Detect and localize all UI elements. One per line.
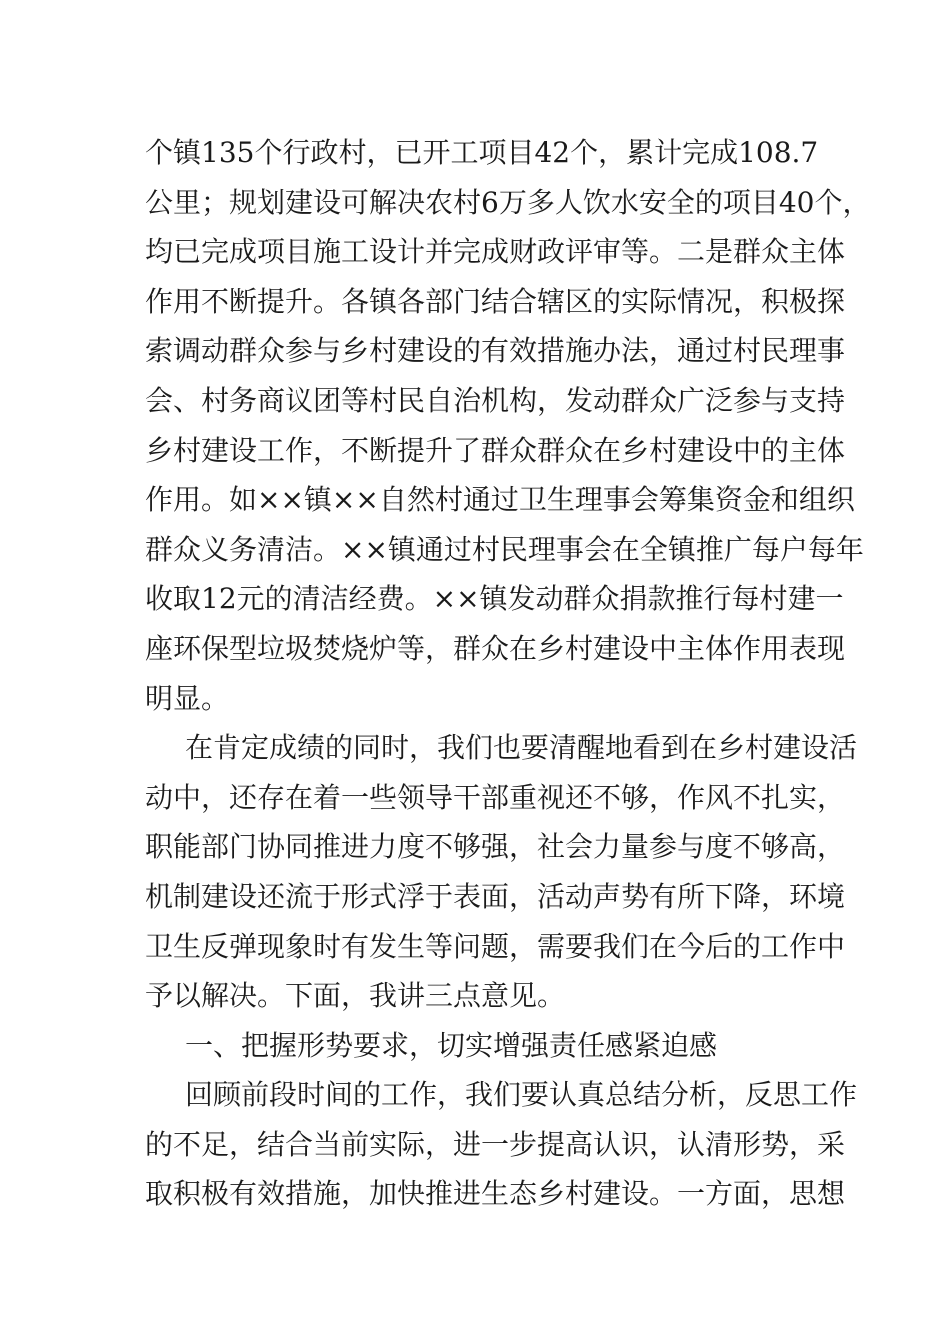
paragraph-start-line: 回顾前段时间的工作，我们要认真总结分析，反思工作 [185, 1078, 858, 1112]
body-text [145, 128, 871, 1219]
text-line: 予以解决。下面，我讲三点意见。 [145, 979, 566, 1013]
text-line: 的不足，结合当前实际，进一步提高认识，认清形势，采 [145, 1127, 846, 1161]
text-line: 乡村建设工作，不断提升了群众群众在乡村建设中的主体 [145, 433, 846, 467]
text-line: 取积极有效措施，加快推进生态乡村建设。一方面，思想 [145, 1177, 846, 1211]
text-line: 公里；规划建设可解决农村6万多人饮水安全的项目40个， [145, 185, 871, 219]
text-line: 作用不断提升。各镇各部门结合辖区的实际情况，积极探 [145, 284, 846, 318]
text-line: 均已完成项目施工设计并完成财政评审等。二是群众主体 [145, 235, 846, 269]
text-line: 动中，还存在着一些领导干部重视还不够，作风不扎实， [145, 780, 846, 814]
paragraph-start-line: 在肯定成绩的同时，我们也要清醒地看到在乡村建设活 [185, 731, 858, 765]
text-line: 个镇135个行政村，已开工项目42个，累计完成108.7 [145, 136, 819, 169]
text-line: 索调动群众参与乡村建设的有效措施办法，通过村民理事 [145, 334, 846, 368]
section-heading: 一、把握形势要求，切实增强责任感紧迫感 [185, 1028, 718, 1062]
text-line: 机制建设还流于形式浮于表面，活动声势有所下降，环境 [145, 879, 846, 913]
text-line: 职能部门协同推进力度不够强，社会力量参与度不够高， [145, 830, 846, 864]
text-line: 群众义务清洁。××镇通过村民理事会在全镇推广每户每年 [145, 532, 864, 566]
text-line: 明显。 [145, 681, 230, 715]
text-line: 座环保型垃圾焚烧炉等，群众在乡村建设中主体作用表现 [145, 631, 846, 665]
text-line: 收取12元的清洁经费。××镇发动群众捐款推行每村建一 [145, 582, 844, 616]
text-line: 卫生反弹现象时有发生等问题，需要我们在今后的工作中 [145, 929, 846, 963]
text-line: 作用。如××镇××自然村通过卫生理事会筹集资金和组织 [145, 483, 855, 517]
text-line: 会、村务商议团等村民自治机构，发动群众广泛参与支持 [145, 383, 846, 417]
